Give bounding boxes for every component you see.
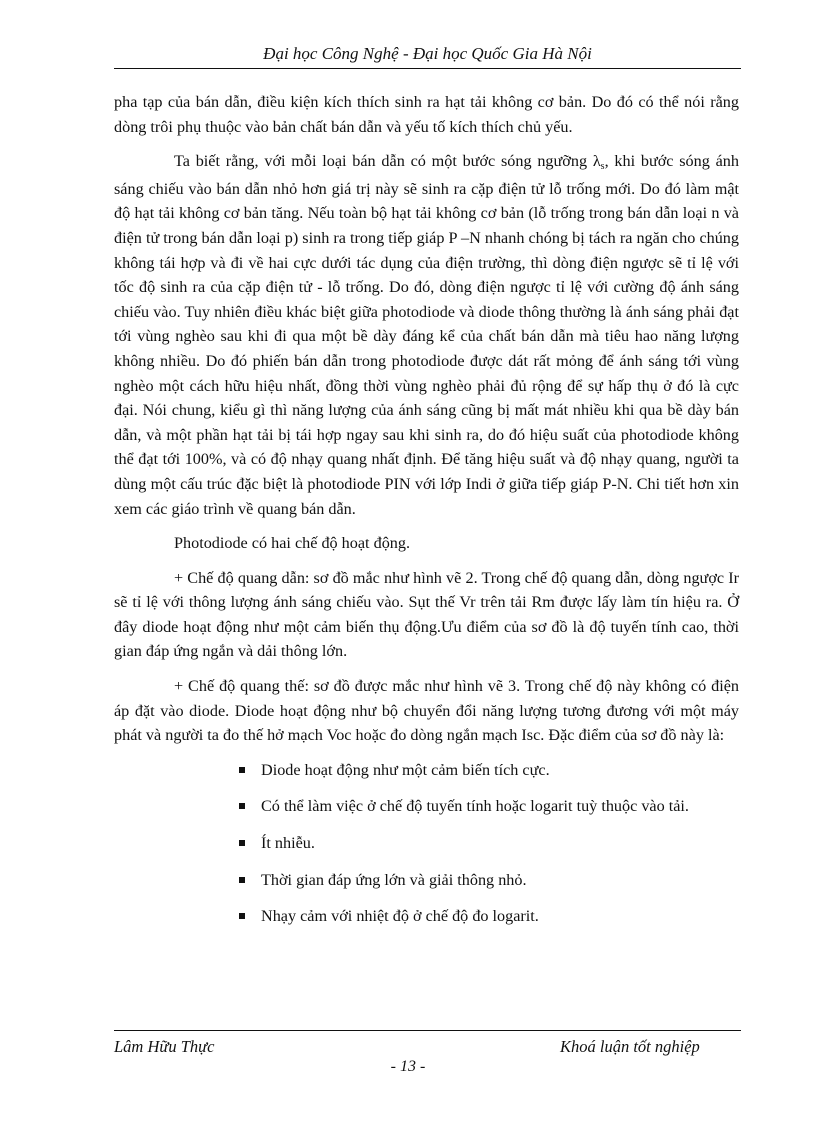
footer-divider (114, 1030, 741, 1031)
footer-document-type: Khoá luận tốt nghiệp (560, 1037, 700, 1056)
list-item-text: Diode hoạt động như một cảm biến tích cực. (261, 760, 550, 779)
square-bullet-icon (239, 913, 245, 919)
lambda-subscript: s (600, 161, 605, 173)
paragraph-threshold-wavelength (114, 149, 739, 521)
list-item (239, 831, 739, 856)
lambda-symbol: λ (592, 152, 601, 171)
list-item (239, 904, 739, 929)
document-body (114, 90, 739, 941)
paragraph-modes-intro: Photodiode có hai chế độ hoạt động. (174, 534, 411, 553)
paragraph-photovoltaic-mode: + Chế độ quang thế: sơ đồ được mắc như hình vẽ 3. Trong chế độ này không có điện áp đặt vào diode. Diode hoạt động như bộ chuyển đổi năng lượng tương đương với một máy phát và người ta đo thế hở mạch Voc hoặc đo dòng ngắn mạch Isc. Đặc điểm của sơ đồ này là: (114, 677, 739, 745)
list-item-text: Nhạy cảm với nhiệt độ ở chế độ đo logarit. (261, 907, 539, 926)
paragraph-continuation: pha tạp của bán dẫn, điều kiện kích thích sinh ra hạt tải không cơ bản. Do đó có thể nói rằng dòng trôi phụ thuộc vào bản chất bán dẫn và yếu tố kích thích chủ yếu. (114, 93, 739, 136)
list-item-text: Có thể làm việc ở chế độ tuyến tính hoặc logarit tuỳ thuộc vào tải. (261, 797, 689, 816)
list-item-text: Ít nhiễu. (261, 834, 315, 853)
square-bullet-icon (239, 877, 245, 883)
page-header-title: Đại học Công Nghệ - Đại học Quốc Gia Hà Nội (263, 44, 592, 63)
footer-author: Lâm Hữu Thực (114, 1037, 215, 1056)
paragraph-text-rest: , khi bước sóng ánh sáng chiếu vào bán dẫn nhỏ hơn giá trị này sẽ sinh ra cặp điện tử lỗ trống mới. Do đó làm mật độ hạt tải không cơ bản tăng. Nếu toàn bộ hạt tải không cơ bản (lỗ trống trong bán dẫn loại n và điện tử trong bán dẫn loại p) sinh ra trong tiếp giáp P –N nhanh chóng bị tách ra ngăn cho chúng không tái hợp và đi về hai cực dưới tác dụng của điện trường, thì dòng điện ngược sẽ tỉ lệ với tốc độ sinh ra của cặp điện tử - lỗ trống. Do đó, dòng điện ngược tỉ lệ với cường độ ánh sáng chiếu vào. Tuy nhiên điều khác biệt giữa photodiode và diode thông thường là ánh sáng phải đạt tới vùng nghèo sau khi đi qua một bề dày đáng kể của chất bán dẫn mà tiêu hao năng lượng không nhiều. Do đó phiến bán dẫn trong photodiode được dát rất mỏng để ánh sáng tới vùng nghèo một cách hữu hiệu nhất, đồng thời vùng nghèo phải đủ rộng để sự hấp thụ ở đó là cực đại. Nói chung, kiểu gì thì năng lượng của ánh sáng cũng bị mất mát nhiều khi qua bề dày bán dẫn, và một phần hạt tải bị tái hợp ngay sau khi sinh ra, do đó hiệu suất của photodiode không thể đạt tới 100%, và có độ nhạy quang nhất định. Để tăng hiệu suất và độ nhạy quang, người ta dùng một cấu trúc đặc biệt là photodiode PIN với lớp Indi ở giữa tiếp giáp P-N. Chi tiết hơn xin xem các giáo trình về quang bán dẫn. (114, 152, 739, 518)
list-item (239, 868, 739, 893)
paragraph-photoconductive-mode: + Chế độ quang dẫn: sơ đồ mắc như hình vẽ 2. Trong chế độ quang dẫn, dòng ngược Ir sẽ tỉ lệ với thông lượng ánh sáng chiếu vào. Sụt thế Vr trên tải Rm được lấy làm tín hiệu ra. Ở đây diode hoạt động như một cảm biến thụ động.Ưu điểm của sơ đồ là độ tuyến tính cao, thời gian đáp ứng ngắn và dải thông lớn. (114, 568, 739, 661)
square-bullet-icon (239, 803, 245, 809)
list-item-text: Thời gian đáp ứng lớn và giải thông nhỏ. (261, 870, 527, 889)
square-bullet-icon (239, 767, 245, 773)
list-item (239, 794, 739, 819)
square-bullet-icon (239, 840, 245, 846)
list-item (239, 758, 739, 783)
paragraph-text-start: Ta biết rằng, với mỗi loại bán dẫn có một bước sóng ngưỡng (174, 152, 593, 171)
feature-list (114, 758, 739, 929)
page-number: - 13 - (390, 1058, 426, 1075)
header-divider (114, 68, 741, 69)
